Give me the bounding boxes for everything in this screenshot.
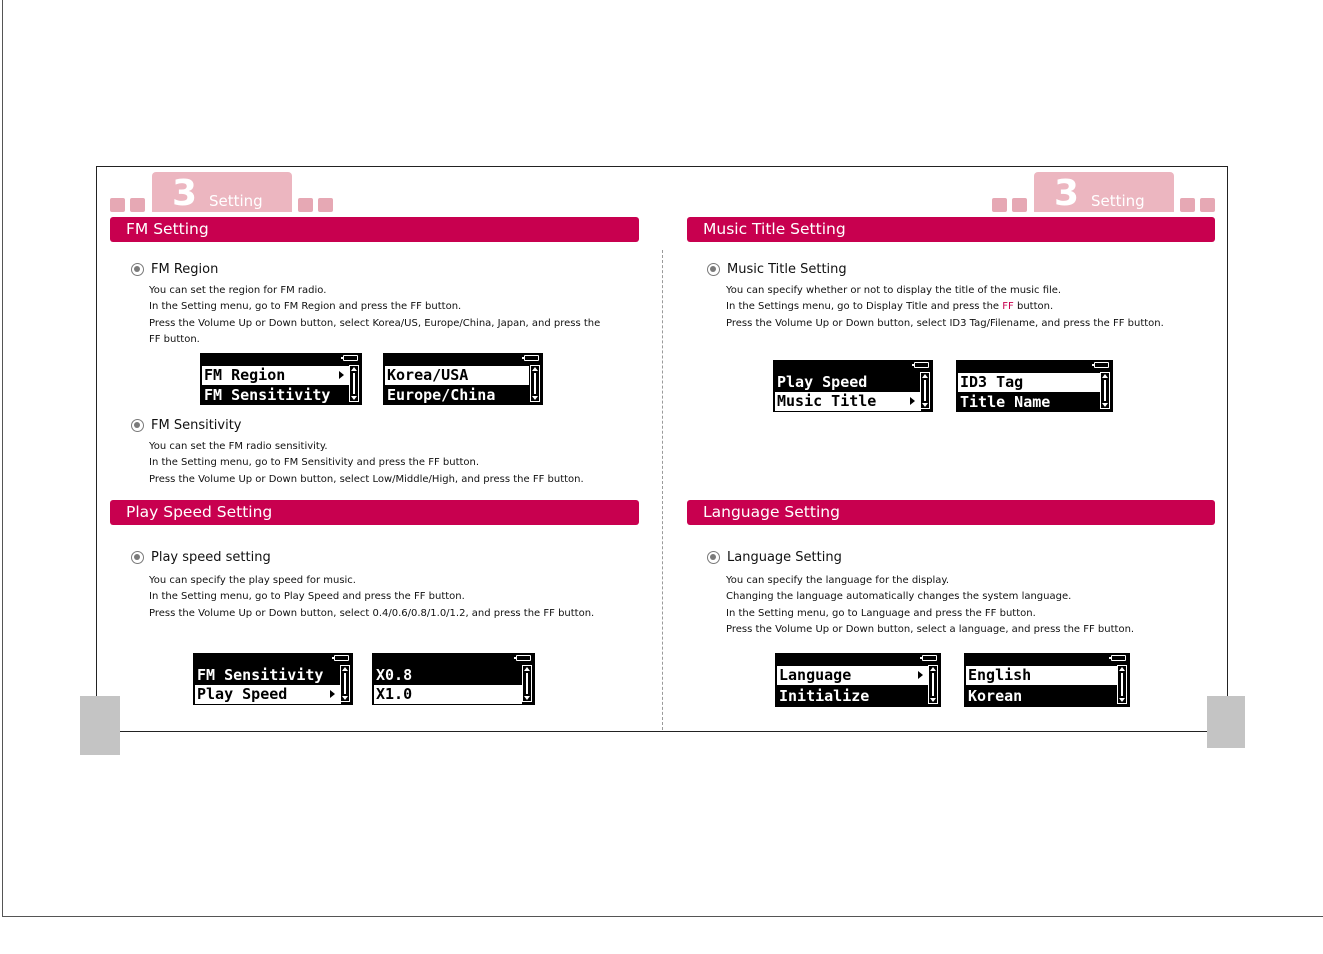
lcd-screen-fm-region [383, 353, 543, 405]
text-line: In the Setting menu, go to Language and press the FF button. [726, 607, 1036, 619]
text-line: Press the Volume Up or Down button, select a language, and press the FF button. [726, 623, 1135, 635]
text-line: In the Setting menu, go to Play Speed and press the FF button. [149, 591, 465, 603]
header-square [318, 198, 333, 212]
play-speed-bar: Play Speed Setting [110, 500, 639, 525]
text-line: Press the Volume Up or Down button, select Korea/US, Europe/China, Japan, and press the [149, 317, 601, 329]
fm-region-text [149, 283, 649, 348]
lcd-screen-music-menu [773, 360, 933, 412]
left-page-tab [80, 696, 120, 755]
play-speed-text [149, 573, 649, 622]
header-square [1200, 198, 1215, 212]
chapter-title: Setting [209, 192, 263, 210]
text-line: Press the Volume Up or Down button, select 0.4/0.6/0.8/1.0/1.2, and press the FF button. [149, 607, 595, 619]
text-line: In the Setting menu, go to FM Sensitivity and press the FF button. [149, 457, 480, 469]
battery-icon [334, 655, 349, 661]
text-line: Press the Volume Up or Down button, select Low/Middle/High, and press the FF button. [149, 473, 584, 485]
lcd-screen-speed-menu [193, 653, 353, 705]
lcd-row-selected: Korea/USA [385, 366, 529, 385]
battery-icon [914, 362, 929, 368]
fm-sensitivity-text [149, 439, 649, 488]
language-text [726, 573, 1226, 638]
lcd-row-selected: X1.0 [374, 685, 522, 704]
lcd-screen-fm-menu [200, 353, 362, 405]
header-square [110, 198, 125, 212]
lcd-row-selected: English [966, 666, 1118, 685]
text-line: In the Settings menu, go to Display Title and press the FF button. [726, 301, 1054, 313]
fm-region-title: FM Region [151, 262, 219, 277]
lcd-screen-speed-values [372, 653, 535, 705]
fm-sensitivity-heading [131, 418, 242, 433]
text-line: You can specify the play speed for music. [149, 575, 356, 586]
right-arrow-icon [910, 397, 915, 405]
lcd-row-selected: Music Title [775, 392, 921, 411]
frame-bottom-edge [2, 916, 1323, 917]
bullet-icon [707, 263, 720, 276]
play-speed-title: Play speed setting [151, 550, 271, 565]
lcd-screen-language-menu [775, 653, 941, 707]
battery-icon [524, 355, 539, 361]
lcd-row: Play Speed [775, 373, 921, 392]
text-line: You can specify whether or not to display the title of the music file. [726, 285, 1062, 296]
fm-region-heading [131, 262, 218, 277]
music-title-heading [707, 262, 847, 277]
scrollbar-icon [530, 365, 540, 402]
bullet-icon [131, 551, 144, 564]
music-title-text [726, 283, 1226, 332]
chapter-number: 3 [1054, 173, 1080, 214]
language-title: Language Setting [727, 550, 842, 565]
fm-sensitivity-title: FM Sensitivity [151, 418, 242, 433]
scrollbar-icon [1100, 372, 1110, 409]
lcd-screen-language-values [964, 653, 1130, 707]
language-heading [707, 550, 842, 565]
bullet-icon [131, 263, 144, 276]
right-arrow-icon [330, 690, 335, 698]
battery-icon [516, 655, 531, 661]
language-bar: Language Setting [687, 500, 1215, 525]
right-arrow-icon [339, 371, 344, 379]
lcd-row: Initialize [777, 687, 929, 706]
scrollbar-icon [522, 665, 532, 702]
page-divider [662, 250, 663, 730]
header-square [1180, 198, 1195, 212]
lcd-row-selected: Play Speed [195, 685, 341, 704]
bullet-icon [131, 419, 144, 432]
play-speed-heading [131, 550, 271, 565]
text-line: FF button. [149, 333, 200, 345]
lcd-row: FM Sensitivity [195, 666, 341, 685]
frame-left-edge [2, 0, 3, 917]
text-line: In the Setting menu, go to FM Region and press the FF button. [149, 301, 462, 313]
battery-icon [1094, 362, 1109, 368]
lcd-row: FM Sensitivity [202, 386, 350, 405]
battery-icon [343, 355, 358, 361]
lcd-row: Korean [966, 687, 1118, 706]
music-title-bar: Music Title Setting [687, 217, 1215, 242]
right-page-tab [1207, 696, 1245, 748]
lcd-row-selected: ID3 Tag [958, 373, 1100, 392]
lcd-row: Title Name [958, 393, 1100, 412]
lcd-row-selected: Language [777, 666, 929, 685]
scrollbar-icon [1117, 665, 1127, 704]
text-line: You can specify the language for the display. [726, 575, 950, 586]
scrollbar-icon [920, 372, 930, 409]
lcd-row: Europe/China [385, 386, 529, 405]
bullet-icon [707, 551, 720, 564]
battery-icon [922, 655, 937, 661]
right-arrow-icon [918, 671, 923, 679]
lcd-row: X0.8 [374, 666, 522, 685]
scrollbar-icon [928, 665, 938, 704]
battery-icon [1111, 655, 1126, 661]
chapter-number: 3 [172, 173, 198, 214]
lcd-screen-music-values [956, 360, 1113, 412]
text-line: You can set the region for FM radio. [149, 285, 327, 296]
text-line: Press the Volume Up or Down button, select ID3 Tag/Filename, and press the FF button. [726, 317, 1164, 329]
scrollbar-icon [349, 365, 359, 402]
text-line: You can set the FM radio sensitivity. [149, 441, 328, 452]
lcd-row-selected: FM Region [202, 366, 350, 385]
ff-highlight: FF [1002, 301, 1014, 313]
chapter-title: Setting [1091, 192, 1145, 210]
text-line: Changing the language automatically changes the system language. [726, 591, 1072, 603]
header-square [1012, 198, 1027, 212]
fm-setting-bar: FM Setting [110, 217, 639, 242]
scrollbar-icon [340, 665, 350, 702]
music-title-title: Music Title Setting [727, 262, 847, 277]
header-square [992, 198, 1007, 212]
header-square [130, 198, 145, 212]
header-square [298, 198, 313, 212]
